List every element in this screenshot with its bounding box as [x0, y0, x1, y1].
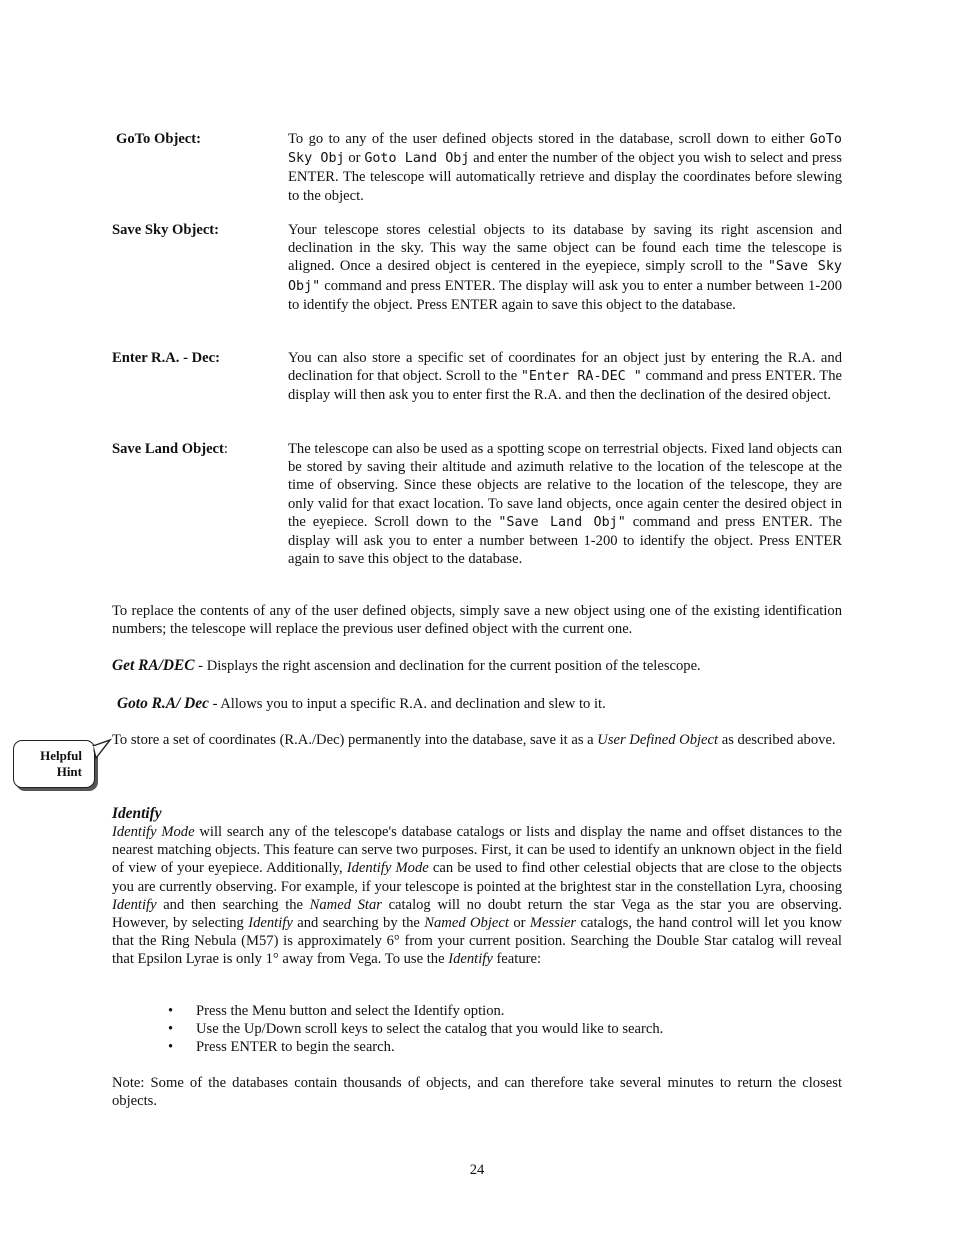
- save-sky-text-1: Your telescope stores celestial objects to its database by saving its right ascension and declination in the sky. This way the same object can be found each time the telescope is aligned. Once a desired object is centered in the eyepiece, simply scroll to the: [288, 222, 842, 275]
- goto-object-text-3: and enter the number of the object you wish to select and press ENTER. The telescope will automatically retrieve and display the coordinates before slewing to the object.: [288, 150, 842, 204]
- save-land-term-colon: :: [223, 441, 228, 457]
- goto-radec-heading: Goto R.A/ Dec: [117, 695, 209, 712]
- identify-text-run: and searching by the: [292, 915, 425, 932]
- identify-step-item: • Press the Menu button and select the Identify option.: [112, 1002, 842, 1020]
- enter-ra-dec-command: "Enter RA-DEC ": [520, 369, 642, 385]
- goto-radec-text: - Allows you to input a specific R.A. and declination and slew to it.: [208, 696, 606, 712]
- save-sky-text-2: command and press ENTER. The display will ask you to enter a number between 1-200 to identify the object. Press ENTER again to save this object to the database.: [288, 277, 842, 313]
- save-sky-object-term: Save Sky Object:: [112, 222, 220, 238]
- identify-italic-term: Identify: [448, 951, 493, 968]
- identify-text-run: can be used to find other celestial objects that are close to the objects you are currently observing. For example, if your telescope is pointed at the brightest star in the constellation Lyra, choosing: [112, 860, 842, 895]
- goto-radec-paragraph: [117, 695, 847, 713]
- helpful-hint-callout: [13, 740, 95, 788]
- identify-step-item: • Use the Up/Down scroll keys to select the catalog that you would like to search.: [112, 1020, 842, 1038]
- callout-pointer-icon: [90, 738, 112, 768]
- identify-text-run: and then searching the: [156, 896, 310, 913]
- user-defined-object-term: User Defined Object: [597, 732, 719, 748]
- identify-text-run: catalogs, the hand control will let you know that the Ring Nebula (M57) is approximately 6° from your current position. Searching the Double Star catalog will reveal that Epsilon Lyrae is only 1° away from Vega. To use the: [112, 915, 842, 968]
- page-number: 24: [469, 1162, 485, 1178]
- goto-object-text-2: or: [344, 150, 365, 167]
- identify-paragraph: [112, 823, 842, 969]
- save-sky-obj-command: "Save Sky Obj": [288, 259, 842, 294]
- save-sky-object-description: [288, 221, 842, 314]
- get-radec-paragraph: [112, 657, 842, 675]
- enter-ra-dec-term: Enter R.A. - Dec:: [112, 350, 220, 366]
- enter-radec-text-2: command and press ENTER. The display will then ask you to enter first the R.A. and then the declination of the desired object.: [288, 368, 842, 404]
- save-land-object-term: [112, 440, 282, 458]
- identify-italic-term: Identify: [112, 896, 157, 913]
- enter-ra-dec-description: [288, 349, 842, 405]
- identify-italic-term: Messier: [529, 915, 577, 932]
- replace-objects-paragraph: To replace the contents of any of the user defined objects, simply save a new object using one of the existing identification numbers; the telescope will replace the previous user defined object with the current one.: [112, 603, 842, 638]
- save-land-text-1: The telescope can also be used as a spotting scope on terrestrial objects. Fixed land objects can be stored by saving their altitude and azimuth relative to the location of the telescope at the time of observing. Since these objects are relative to the location of the telescope, they are only valid for that exact location. To save land objects, once again center the desired object in the eyepiece. Scroll down to the: [288, 441, 842, 530]
- identify-text-run: feature:: [492, 951, 542, 968]
- enter-radec-text-1: You can also store a specific set of coordinates for an object just by entering the R.A. and declination for that object. Scroll to the: [288, 350, 842, 385]
- identify-title: Identify: [112, 805, 162, 822]
- identify-text-run: catalog will no doubt return the star Vega as the star you are observing. However, by selecting: [112, 896, 842, 932]
- identify-italic-term: Identify Mode: [346, 860, 429, 877]
- identify-italic-term: Identify Mode: [112, 824, 195, 840]
- goto-sky-obj-command: GoTo Sky Obj: [288, 132, 842, 167]
- goto-object-text-1: To go to any of the user defined objects stored in the database, scroll down to either: [288, 131, 810, 147]
- identify-italic-term: Named Star: [309, 896, 382, 913]
- helpful-hint-paragraph: [112, 731, 842, 749]
- helpful-hint-label: [40, 748, 82, 780]
- save-land-term-label: Save Land Object: [112, 441, 224, 457]
- hint-text-2: as described above.: [718, 732, 836, 748]
- goto-object-term: GoTo Object:: [116, 131, 201, 147]
- identify-step-item: • Press ENTER to begin the search.: [112, 1038, 842, 1056]
- identify-steps-list: [112, 1002, 842, 1057]
- save-land-obj-command: "Save Land Obj": [498, 514, 626, 530]
- helpful-hint-line-2: Hint: [56, 764, 82, 779]
- helpful-hint-line-1: Helpful: [40, 748, 82, 763]
- get-radec-text: - Displays the right ascension and declination for the current position of the telescope.: [194, 658, 701, 674]
- identify-italic-term: Identify: [248, 915, 293, 932]
- save-land-text-2: command and press ENTER. The display will ask you to enter a number between 1-200 to identify the object. Press ENTER again to save this object to the database.: [288, 513, 843, 568]
- identify-text-run: or: [508, 915, 530, 932]
- save-land-object-description: [288, 440, 842, 568]
- identify-heading: [112, 805, 842, 823]
- identify-text-run: will search any of the telescope's database catalogs or lists and display the name and offset distances to the nearest matching objects. This feature can serve two purposes. First, it can be used to identify an unknown object in the field of view of your eyepiece. Additionally,: [112, 824, 842, 877]
- identify-note: Note: Some of the databases contain thousands of objects, and can therefore take several minutes to return the closest objects.: [112, 1075, 842, 1110]
- goto-land-obj-command: Goto Land Obj: [364, 151, 470, 167]
- hint-text-1: To store a set of coordinates (R.A./Dec) permanently into the database, save it as a: [112, 732, 598, 748]
- identify-italic-term: Named Object: [424, 915, 509, 932]
- get-radec-heading: Get RA/DEC: [112, 657, 195, 674]
- goto-object-description: [288, 130, 842, 205]
